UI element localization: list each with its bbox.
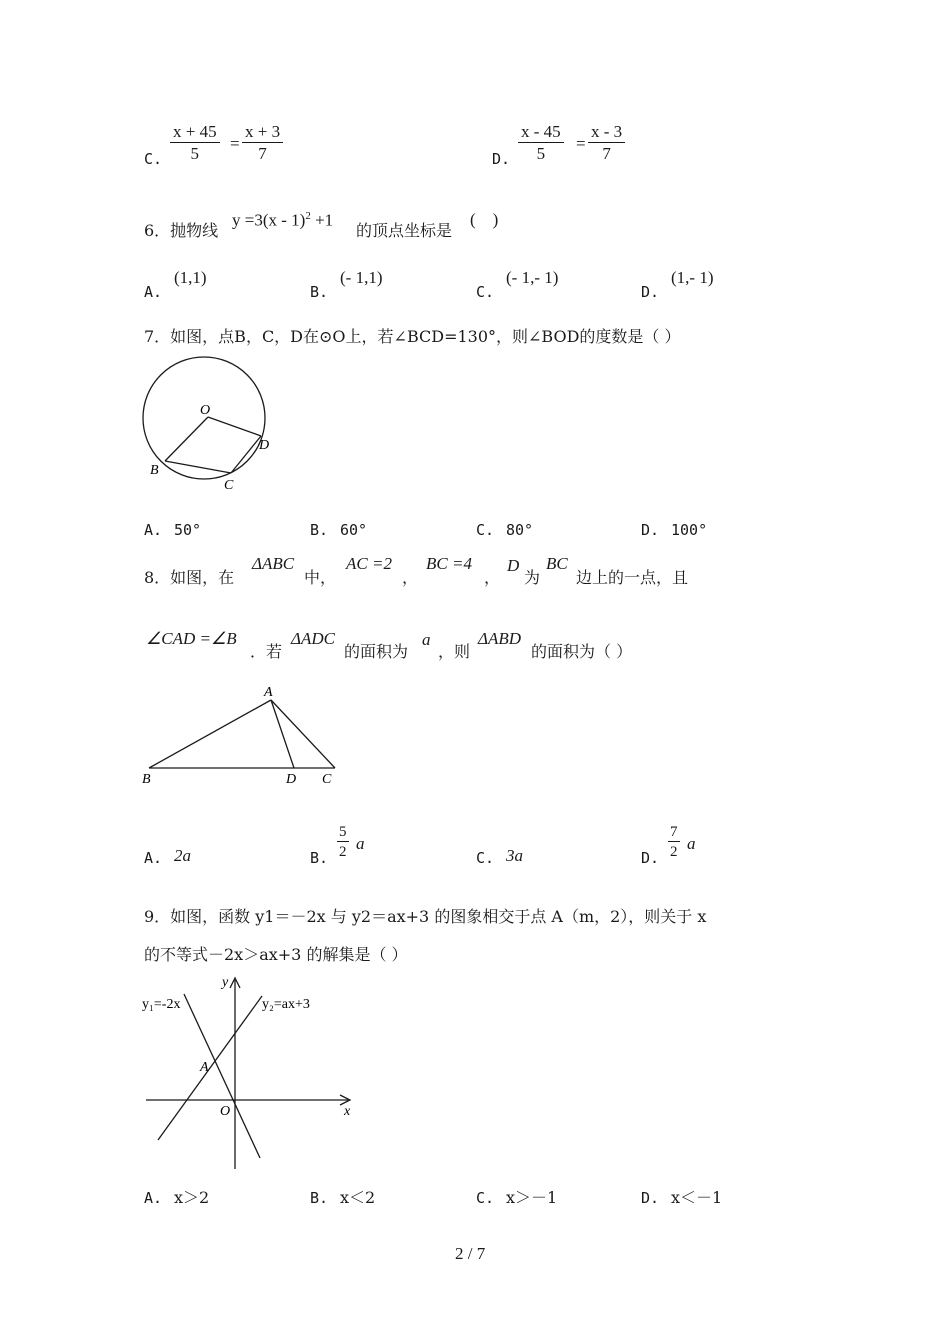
- q8-area-label: 的面积为: [344, 642, 409, 661]
- q7-option-d-label: D.: [641, 521, 660, 539]
- q5-d-right-fraction: $\frac{x - 3}{7}$: [588, 122, 625, 165]
- q6-option-b-label: B.: [310, 283, 329, 301]
- q6-option-a-label: A.: [144, 283, 163, 301]
- segment-ac: [271, 700, 335, 768]
- label-d: D: [259, 438, 270, 453]
- q8-line1-prefix: 8．如图，在: [144, 568, 235, 587]
- q8-option-c-label: C.: [476, 849, 495, 867]
- q8-tri-abd: ΔABD: [478, 629, 522, 648]
- q7-option-b-label: B.: [310, 521, 329, 539]
- q5-c-left-fraction: $\frac{x + 45}{5}$: [170, 122, 220, 165]
- q6-prefix: 6．抛物线: [144, 221, 219, 240]
- segment-ad: [271, 700, 294, 768]
- line-y2: [158, 996, 262, 1140]
- q8-line2-suffix: 的面积为（ ）: [531, 642, 633, 661]
- q8-option-a-value: 2a: [174, 846, 191, 865]
- q8-option-b-fraction: $\frac{5}{2}$: [339, 824, 347, 860]
- q8-bc2: BC: [546, 554, 568, 573]
- label-a: A: [264, 685, 273, 700]
- q8-d: D: [507, 556, 520, 575]
- label-y1: y₁=-2x: [142, 997, 181, 1012]
- q8-bc: BC =4: [426, 554, 472, 573]
- q5-option-d-label: D.: [492, 150, 511, 168]
- q5-d-left-fraction: $\frac{x - 45}{5}$: [518, 122, 564, 165]
- q8-line1-suffix: 边上的一点，且: [576, 568, 689, 587]
- q8-line1-mid: 中，: [304, 568, 337, 587]
- q8-option-b-var: a: [356, 834, 365, 853]
- q8-ze: ，则: [438, 642, 471, 661]
- q6-suffix: 的顶点坐标是: [356, 221, 453, 240]
- segment-cd: [231, 436, 261, 473]
- label-o: O: [220, 1104, 231, 1119]
- label-x: x: [344, 1104, 351, 1119]
- label-a: A: [200, 1060, 209, 1075]
- q6-option-b-value: (- 1,1): [340, 268, 383, 287]
- segment-ab: [149, 700, 271, 768]
- q6-option-a-value: (1,1): [174, 268, 207, 287]
- label-b: B: [142, 772, 151, 787]
- q5-c-equals: =: [230, 134, 240, 153]
- q8-comma2: ，: [484, 568, 501, 587]
- q6-option-c-value: (- 1,- 1): [506, 268, 559, 287]
- q9-line1: 9．如图，函数 y1＝－2x 与 y2＝ax+3 的图象相交于点 A（m，2），则关于 x: [144, 907, 707, 926]
- line-y1: [184, 994, 260, 1158]
- q8-option-a-label: A.: [144, 849, 163, 867]
- q9-option-d-value: x＜－1: [671, 1188, 723, 1207]
- q9-option-a-label: A.: [144, 1189, 163, 1207]
- q9-option-d-label: D.: [641, 1189, 660, 1207]
- q7-option-a-value: 50°: [174, 521, 202, 539]
- q8-option-b-label: B.: [310, 849, 329, 867]
- q8-tri-abc: ΔABC: [252, 554, 295, 573]
- q7-circle-figure: [138, 352, 283, 494]
- label-b: B: [150, 463, 159, 478]
- q5-c-right-fraction: $\frac{x + 3}{7}$: [242, 122, 283, 165]
- segment-ob: [165, 417, 208, 461]
- label-c: C: [322, 772, 332, 787]
- q8-comma1: ，: [402, 568, 419, 587]
- q8-option-d-fraction: $\frac{7}{2}$: [670, 824, 678, 860]
- q8-triangle-figure: [138, 680, 343, 790]
- q9-graph-figure: [138, 972, 363, 1174]
- q8-tri-adc: ΔADC: [291, 629, 335, 648]
- q6-option-d-label: D.: [641, 283, 660, 301]
- q6-option-d-value: (1,- 1): [671, 268, 714, 287]
- label-y2: y₂=ax+3: [262, 997, 310, 1012]
- q8-ac: AC =2: [346, 554, 392, 573]
- q8-option-d-label: D.: [641, 849, 660, 867]
- q7-option-c-value: 80°: [506, 521, 534, 539]
- q5-option-c-label: C.: [144, 150, 163, 168]
- q7-option-b-value: 60°: [340, 521, 368, 539]
- q7-option-d-value: 100°: [671, 521, 708, 539]
- q6-formula: y =3(x - 1)$^2$ +1: [232, 210, 334, 230]
- label-o: O: [200, 403, 211, 418]
- q8-ruo: ．若: [250, 642, 283, 661]
- q6-answer-paren: ( ): [470, 210, 499, 229]
- q6-option-c-label: C.: [476, 283, 495, 301]
- q9-option-b-label: B.: [310, 1189, 329, 1207]
- q7-text: 7．如图，点B，C，D在⊙O上，若∠BCD=130°，则∠BOD的度数是（ ）: [144, 327, 681, 346]
- q8-wei: 为: [524, 568, 541, 587]
- q8-angle-condition: ∠CAD =∠B: [146, 629, 237, 648]
- q5-d-equals: =: [576, 134, 586, 153]
- q9-option-b-value: x＜2: [340, 1188, 376, 1207]
- circle-o: [143, 357, 265, 479]
- label-y: y: [222, 975, 229, 990]
- label-d: D: [286, 772, 297, 787]
- label-c: C: [224, 478, 234, 493]
- q8-option-c-value: 3a: [506, 846, 523, 865]
- q7-option-c-label: C.: [476, 521, 495, 539]
- q9-option-a-value: x＞2: [174, 1188, 210, 1207]
- q9-option-c-value: x＞－1: [506, 1188, 558, 1207]
- q8-a: a: [422, 630, 431, 649]
- q9-option-c-label: C.: [476, 1189, 495, 1207]
- segment-od: [208, 417, 261, 436]
- q9-line2: 的不等式－2x＞ax+3 的解集是（ ）: [144, 945, 408, 964]
- q8-option-d-var: a: [687, 834, 696, 853]
- page-number: 2 / 7: [455, 1244, 486, 1263]
- q7-option-a-label: A.: [144, 521, 163, 539]
